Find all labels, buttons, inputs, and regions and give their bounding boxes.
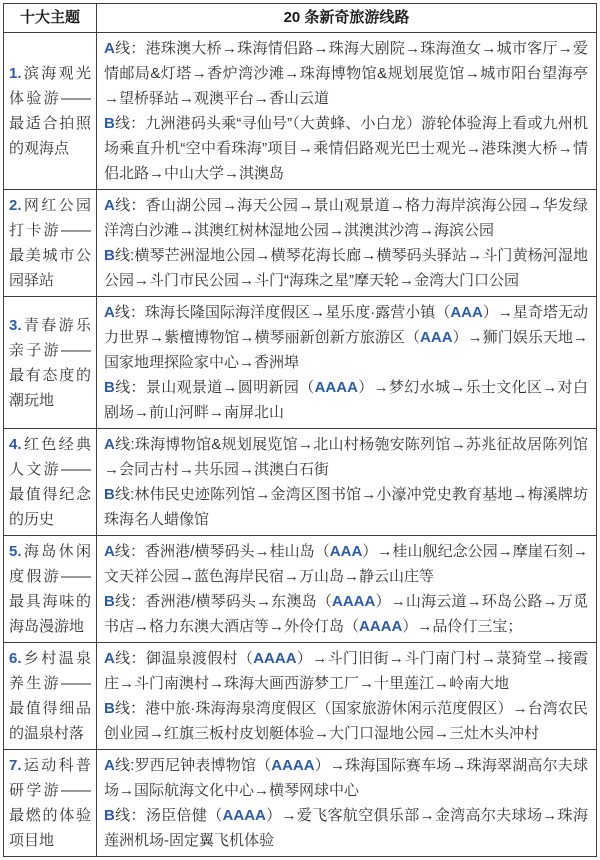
theme-cell: 3.青春游乐亲子游——最有态度的潮玩地: [4, 297, 97, 429]
latin-text: A: [104, 757, 115, 774]
theme-cell: 6.乡村温泉养生游——最值得细品的温泉村落: [4, 643, 97, 750]
latin-text: 2.: [9, 197, 22, 214]
route-line: B线：九洲港码头乘“寻仙号”（大黄蜂、小白龙）游轮体验海上看或九州机场乘直升机“空中看珠海”项目→乘情侣路观光巴士观光→港珠澳大桥→情侣北路→中山大学→淇澳岛: [104, 115, 588, 182]
latin-text: 7.: [9, 757, 22, 774]
routes-cell: [97, 190, 597, 297]
latin-text: AAAA: [314, 379, 358, 396]
routes-cell: [97, 429, 597, 536]
latin-text: AAAA: [253, 650, 297, 667]
route-line: B线：香洲港/横琴码头→东澳岛（AAAA）→山海云道→环岛公路→万觅书店→格力东澳大酒店等→外伶仃岛（AAAA）→品伶仃三宝；: [104, 593, 588, 635]
latin-text: 6.: [9, 650, 22, 667]
tourism-routes-table: [3, 3, 597, 857]
latin-text: 3.: [9, 316, 22, 334]
route-line: A线：香山湖公园→海天公园→景山观景道→格力海岸滨海公园→华发绿洋湾白沙滩→淇澳红树林湿地公园→淇澳淇沙湾→海滨公园: [104, 197, 588, 239]
latin-text: A: [104, 543, 115, 560]
theme-cell: 2.网红公园打卡游——最美城市公园驿站: [4, 190, 97, 297]
route-line: B线：港中旅·珠海海泉湾度假区（国家旅游休闲示范度假区）→台湾农民创业园→红旗三板村皮划艇体验→大门口湿地公园→三灶木头冲村: [104, 700, 588, 742]
theme-cell: 1.滨海观光体验游——最适合拍照的观海点: [4, 33, 97, 190]
routes-cell: [97, 536, 597, 643]
theme-cell: 7.运动科普研学游——最燃的体验项目地: [4, 750, 97, 857]
route-line: B线：景山观景道→圆明新园（AAAA）→梦幻水城→乐士文化区→对白剧场→前山河畔→南屏北山: [104, 379, 588, 421]
theme-cell: 4.红色经典人文游——最值得纪念的历史: [4, 429, 97, 536]
table-header: [4, 4, 597, 33]
table-row: [4, 33, 597, 190]
route-line: A线:罗西尼钟表博物馆（AAAA）→珠海国际赛车场→珠海翠湖高尔夫球场→国际航海文化中心→横琴网球中心: [104, 757, 588, 799]
routes-cell: [97, 297, 597, 429]
col-header-routes: 20 条新奇旅游线路: [97, 4, 597, 33]
routes-cell: [97, 643, 597, 750]
latin-text: AAA: [420, 329, 453, 346]
latin-text: A: [104, 40, 115, 57]
route-line: A线：港珠澳大桥→珠海情侣路→珠海大剧院→珠海渔女→城市客厅→爱情邮局&灯塔→香炉湾沙滩→珠海博物馆&规划展览馆→城市阳台望海亭→望桥驿站→观澳平台→香山云道: [104, 40, 588, 107]
latin-text: A: [104, 197, 115, 214]
header-row: [4, 4, 597, 33]
latin-text: A: [104, 650, 115, 667]
latin-text: AAAA: [359, 618, 403, 635]
routes-cell: [97, 750, 597, 857]
theme-cell: 5.海岛休闲度假游——最具海味的海岛漫游地: [4, 536, 97, 643]
route-line: A线：珠海长隆国际海洋度假区→星乐度·露营小镇（AAA）→星奇塔无动力世界→紫檀博物馆→横琴丽新创新方旅游区（AAA）→狮门娱乐天地→国家地理探险家中心→香洲埠: [104, 304, 588, 371]
latin-text: AAA: [329, 543, 363, 560]
latin-text: A: [104, 304, 115, 321]
latin-text: AAA: [450, 304, 483, 321]
latin-text: AAAA: [222, 807, 266, 824]
latin-text: B: [104, 247, 115, 264]
routes-cell: [97, 33, 597, 190]
latin-text: B: [104, 700, 115, 717]
latin-text: B: [104, 593, 115, 610]
route-line: B线:横琴芒洲湿地公园→横琴花海长廊→横琴码头驿站→斗门黄杨河湿地公园→斗门市民公园→斗门“海珠之星”摩天轮→金湾大门口公园: [104, 247, 588, 289]
table-row: [4, 190, 597, 297]
table-row: [4, 297, 597, 429]
table-row: [4, 536, 597, 643]
latin-text: A: [104, 436, 115, 453]
latin-text: B: [104, 486, 115, 503]
latin-text: 1.: [9, 65, 22, 82]
latin-text: B: [104, 115, 115, 132]
route-line: A线：御温泉渡假村（AAAA）→斗门旧街→斗门南门村→菉猗堂→接霞庄→斗门南澳村→珠海大画西游梦工厂→十里莲江→岭南大地: [104, 650, 588, 692]
latin-text: B: [104, 379, 115, 396]
latin-text: 4.: [9, 436, 22, 453]
table-body: [4, 33, 597, 857]
col-header-themes: 十大主题: [4, 4, 97, 33]
latin-text: 5.: [9, 543, 22, 560]
latin-text: B: [104, 807, 115, 824]
latin-text: AAAA: [332, 593, 376, 610]
table-row: [4, 643, 597, 750]
route-line: B线:林伟民史迹陈列馆→金湾区图书馆→小濠冲党史教育基地→梅溪牌坊珠海名人蜡像馆: [104, 486, 588, 528]
route-line: B线：汤臣倍健（AAAA）→爱飞客航空俱乐部→金湾高尔夫球场→珠海莲洲机场-固定翼飞机体验: [104, 807, 588, 849]
table-row: [4, 429, 597, 536]
route-line: A线:珠海博物馆&规划展览馆→北山村杨匏安陈列馆→苏兆征故居陈列馆→会同古村→共乐园→淇澳白石街: [104, 436, 588, 478]
latin-text: AAAA: [271, 757, 315, 774]
table-row: [4, 750, 597, 857]
route-line: A线：香洲港/横琴码头→桂山岛（AAA）→桂山舰纪念公园→摩崖石刻→文天祥公园→蓝色海岸民宿→万山岛→静云山庄等: [104, 543, 588, 585]
